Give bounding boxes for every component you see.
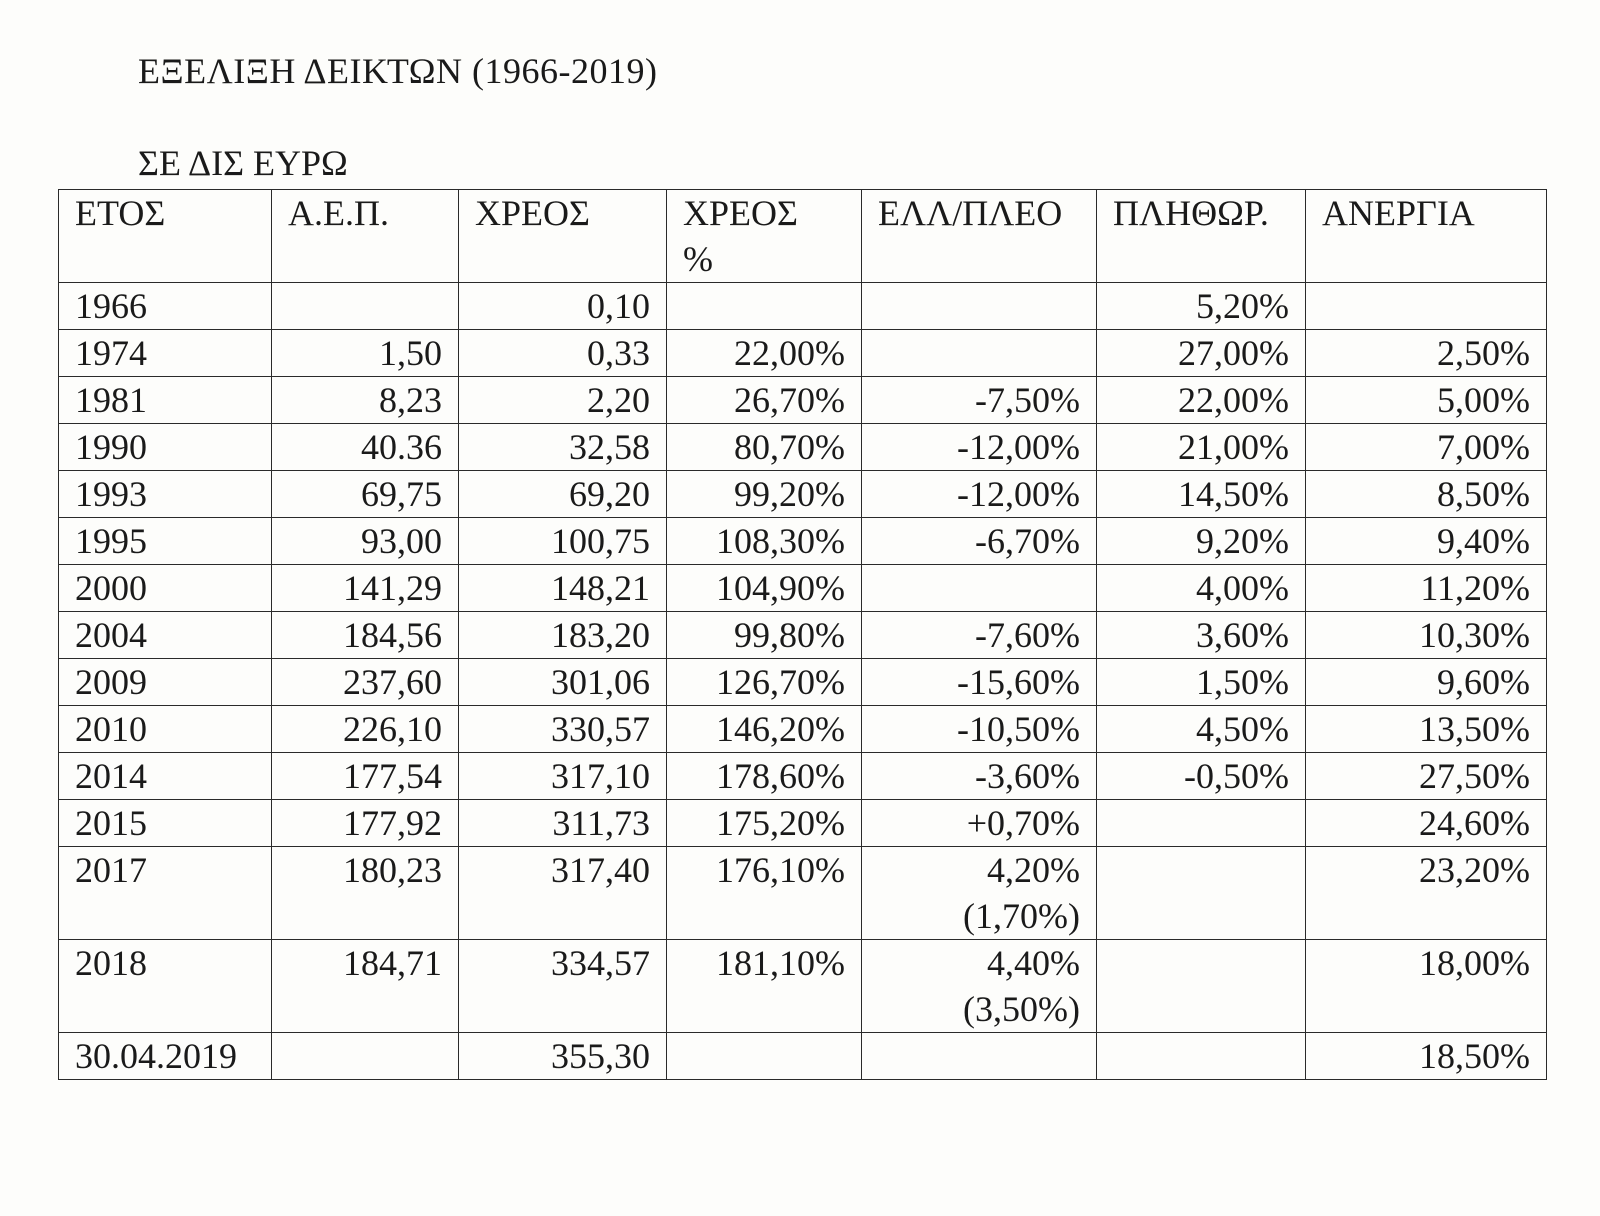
cell-gdp: 8,23 <box>272 377 459 424</box>
cell-debt-pct <box>667 1033 862 1080</box>
cell-deficit <box>862 1033 1097 1080</box>
cell-year: 2014 <box>59 753 272 800</box>
cell-gdp: 184,71 <box>272 940 459 1033</box>
cell-debt-pct: 22,00% <box>667 330 862 377</box>
cell-year: 2000 <box>59 565 272 612</box>
cell-year: 2004 <box>59 612 272 659</box>
table-row <box>59 565 1547 612</box>
cell-year: 2009 <box>59 659 272 706</box>
cell-deficit <box>862 330 1097 377</box>
cell-gdp: 180,23 <box>272 847 459 940</box>
cell-debt: 148,21 <box>459 565 667 612</box>
col-header-deficit: ΕΛΛ/ΠΛΕΟ <box>862 190 1097 283</box>
table-row <box>59 330 1547 377</box>
cell-unemployment <box>1306 283 1547 330</box>
cell-inflation: 22,00% <box>1097 377 1306 424</box>
cell-unemployment: 5,00% <box>1306 377 1547 424</box>
cell-deficit <box>862 940 1097 1033</box>
cell-year: 1993 <box>59 471 272 518</box>
cell-debt: 32,58 <box>459 424 667 471</box>
cell-year: 1966 <box>59 283 272 330</box>
cell-deficit: -12,00% <box>862 424 1097 471</box>
table-row <box>59 1033 1547 1080</box>
cell-deficit-value: 4,20% <box>987 850 1080 890</box>
cell-deficit-value: 4,40% <box>987 943 1080 983</box>
cell-debt: 355,30 <box>459 1033 667 1080</box>
col-header-unemployment: ΑΝΕΡΓΙΑ <box>1306 190 1547 283</box>
cell-inflation: 4,00% <box>1097 565 1306 612</box>
cell-deficit: -15,60% <box>862 659 1097 706</box>
table-row <box>59 659 1547 706</box>
table-row <box>59 283 1547 330</box>
cell-debt: 100,75 <box>459 518 667 565</box>
col-header-debt-pct-line2: % <box>683 239 713 279</box>
cell-deficit: -3,60% <box>862 753 1097 800</box>
cell-debt-pct: 146,20% <box>667 706 862 753</box>
cell-gdp: 226,10 <box>272 706 459 753</box>
cell-unemployment: 8,50% <box>1306 471 1547 518</box>
table-row <box>59 706 1547 753</box>
cell-year: 2010 <box>59 706 272 753</box>
cell-deficit <box>862 847 1097 940</box>
indicators-table <box>58 189 1547 1080</box>
cell-unemployment: 27,50% <box>1306 753 1547 800</box>
cell-debt: 301,06 <box>459 659 667 706</box>
cell-debt-pct: 99,80% <box>667 612 862 659</box>
cell-unemployment: 10,30% <box>1306 612 1547 659</box>
col-header-debt-pct-line1: ΧΡΕΟΣ <box>683 193 798 233</box>
cell-inflation: 21,00% <box>1097 424 1306 471</box>
cell-debt: 0,33 <box>459 330 667 377</box>
cell-unemployment: 7,00% <box>1306 424 1547 471</box>
col-header-year: ΕΤΟΣ <box>59 190 272 283</box>
cell-unemployment: 2,50% <box>1306 330 1547 377</box>
table-row <box>59 753 1547 800</box>
cell-gdp <box>272 1033 459 1080</box>
units-subtitle: ΣΕ ΔΙΣ ΕΥΡΩ <box>138 143 348 183</box>
cell-debt: 330,57 <box>459 706 667 753</box>
cell-unemployment: 9,60% <box>1306 659 1547 706</box>
document-title: ΕΞΕΛΙΞΗ ΔΕΙΚΤΩΝ (1966-2019) <box>138 51 658 91</box>
cell-deficit-note: (1,70%) <box>963 896 1080 936</box>
cell-inflation <box>1097 847 1306 940</box>
cell-debt: 0,10 <box>459 283 667 330</box>
cell-debt-pct: 108,30% <box>667 518 862 565</box>
cell-deficit <box>862 565 1097 612</box>
cell-debt-pct: 26,70% <box>667 377 862 424</box>
cell-debt: 311,73 <box>459 800 667 847</box>
cell-inflation <box>1097 800 1306 847</box>
table-row <box>59 800 1547 847</box>
cell-gdp: 184,56 <box>272 612 459 659</box>
cell-deficit: -6,70% <box>862 518 1097 565</box>
cell-debt-pct: 176,10% <box>667 847 862 940</box>
cell-gdp: 40.36 <box>272 424 459 471</box>
table-row <box>59 518 1547 565</box>
cell-inflation: 4,50% <box>1097 706 1306 753</box>
cell-debt-pct: 175,20% <box>667 800 862 847</box>
cell-debt-pct <box>667 283 862 330</box>
cell-unemployment: 23,20% <box>1306 847 1547 940</box>
table-row <box>59 940 1547 1033</box>
cell-deficit-note: (3,50%) <box>963 989 1080 1029</box>
cell-debt-pct: 181,10% <box>667 940 862 1033</box>
cell-gdp: 93,00 <box>272 518 459 565</box>
cell-debt: 334,57 <box>459 940 667 1033</box>
cell-inflation: -0,50% <box>1097 753 1306 800</box>
cell-deficit: +0,70% <box>862 800 1097 847</box>
cell-year: 1981 <box>59 377 272 424</box>
table-row <box>59 847 1547 940</box>
cell-debt-pct: 178,60% <box>667 753 862 800</box>
table-row <box>59 471 1547 518</box>
cell-gdp: 177,92 <box>272 800 459 847</box>
table-row <box>59 612 1547 659</box>
cell-gdp: 1,50 <box>272 330 459 377</box>
cell-debt: 317,40 <box>459 847 667 940</box>
cell-deficit <box>862 283 1097 330</box>
cell-deficit: -12,00% <box>862 471 1097 518</box>
cell-gdp: 69,75 <box>272 471 459 518</box>
cell-deficit: -7,60% <box>862 612 1097 659</box>
cell-debt: 2,20 <box>459 377 667 424</box>
cell-unemployment: 9,40% <box>1306 518 1547 565</box>
col-header-inflation: ΠΛΗΘΩΡ. <box>1097 190 1306 283</box>
cell-debt-pct: 80,70% <box>667 424 862 471</box>
cell-debt: 183,20 <box>459 612 667 659</box>
cell-year: 2018 <box>59 940 272 1033</box>
cell-gdp: 237,60 <box>272 659 459 706</box>
cell-deficit: -7,50% <box>862 377 1097 424</box>
col-header-debt: ΧΡΕΟΣ <box>459 190 667 283</box>
cell-inflation: 5,20% <box>1097 283 1306 330</box>
cell-year: 1995 <box>59 518 272 565</box>
cell-year: 2015 <box>59 800 272 847</box>
cell-year: 1990 <box>59 424 272 471</box>
cell-gdp <box>272 283 459 330</box>
cell-year: 30.04.2019 <box>59 1033 272 1080</box>
cell-unemployment: 13,50% <box>1306 706 1547 753</box>
cell-inflation <box>1097 940 1306 1033</box>
cell-inflation: 3,60% <box>1097 612 1306 659</box>
table-body <box>59 283 1547 1080</box>
cell-inflation <box>1097 1033 1306 1080</box>
cell-inflation: 1,50% <box>1097 659 1306 706</box>
cell-debt: 69,20 <box>459 471 667 518</box>
cell-unemployment: 24,60% <box>1306 800 1547 847</box>
cell-debt-pct: 99,20% <box>667 471 862 518</box>
cell-year: 1974 <box>59 330 272 377</box>
cell-inflation: 27,00% <box>1097 330 1306 377</box>
cell-unemployment: 18,00% <box>1306 940 1547 1033</box>
col-header-debt-pct <box>667 190 862 283</box>
col-header-gdp: Α.Ε.Π. <box>272 190 459 283</box>
cell-deficit: -10,50% <box>862 706 1097 753</box>
cell-inflation: 14,50% <box>1097 471 1306 518</box>
cell-unemployment: 18,50% <box>1306 1033 1547 1080</box>
cell-debt: 317,10 <box>459 753 667 800</box>
cell-unemployment: 11,20% <box>1306 565 1547 612</box>
table-header-row <box>59 190 1547 283</box>
cell-debt-pct: 126,70% <box>667 659 862 706</box>
cell-debt-pct: 104,90% <box>667 565 862 612</box>
table-row <box>59 377 1547 424</box>
table-row <box>59 424 1547 471</box>
cell-inflation: 9,20% <box>1097 518 1306 565</box>
cell-gdp: 141,29 <box>272 565 459 612</box>
cell-year: 2017 <box>59 847 272 940</box>
cell-gdp: 177,54 <box>272 753 459 800</box>
